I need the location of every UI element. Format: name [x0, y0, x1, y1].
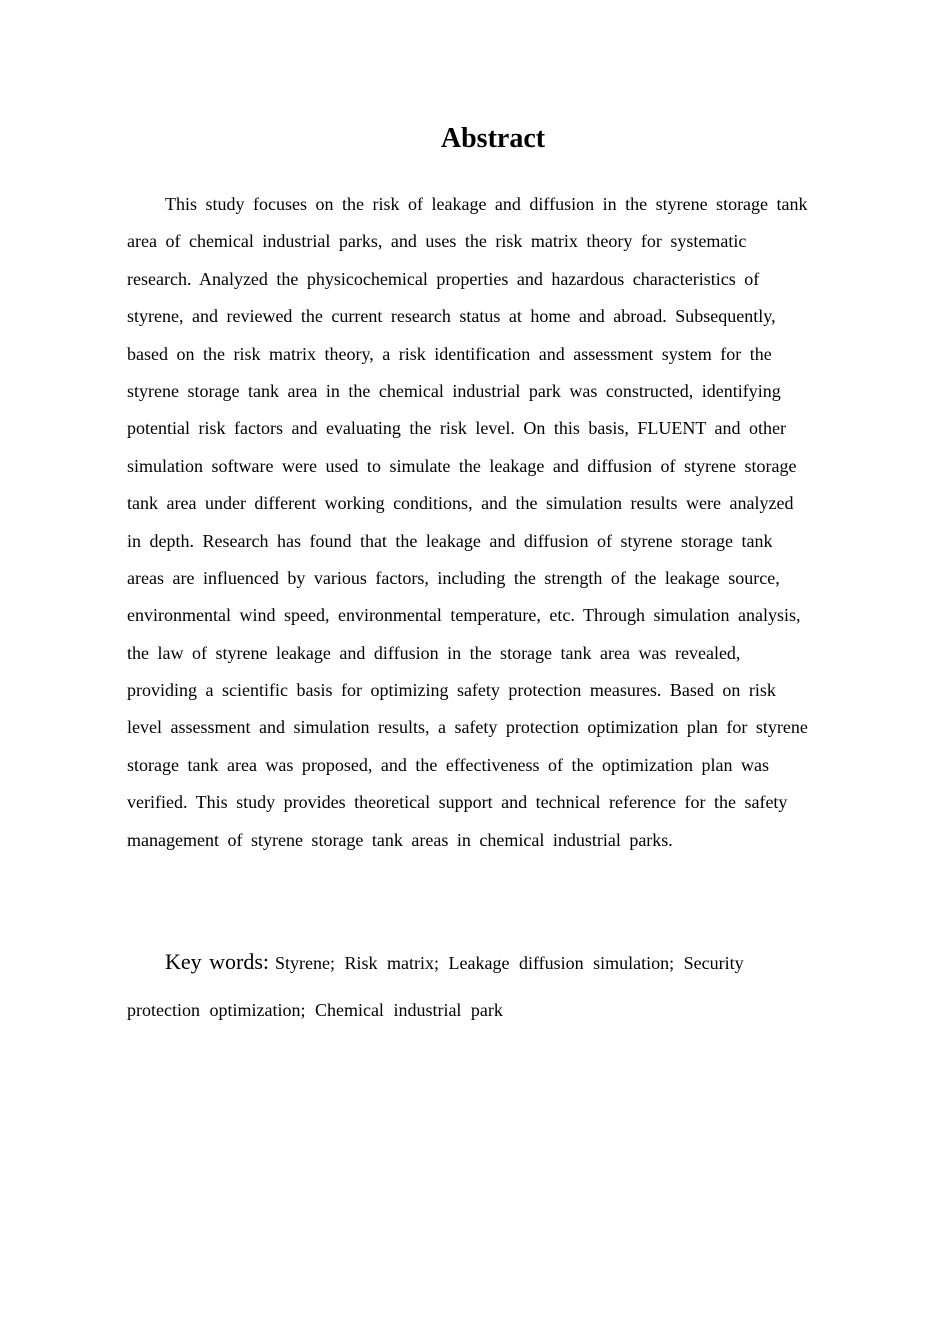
abstract-line: management of styrene storage tank areas in chemical industrial parks. — [127, 829, 673, 850]
abstract-line: research. Analyzed the physicochemical properties and hazardous characteristics of — [127, 268, 760, 289]
abstract-body — [127, 186, 857, 859]
keywords-line — [127, 938, 857, 986]
abstract-line: tank area under different working conditions, and the simulation results were analyzed — [127, 493, 794, 514]
abstract-line: areas are influenced by various factors, including the strength of the leakage source, — [127, 567, 780, 588]
abstract-line: simulation software were used to simulate the leakage and diffusion of styrene storage — [127, 455, 797, 476]
abstract-line: providing a scientific basis for optimizing safety protection measures. Based on risk — [127, 680, 776, 701]
abstract-line: the law of styrene leakage and diffusion in the storage tank area was revealed, — [127, 642, 741, 663]
abstract-line: based on the risk matrix theory, a risk identification and assessment system for the — [127, 343, 772, 364]
abstract-line: area of chemical industrial parks, and uses the risk matrix theory for systematic — [127, 231, 747, 252]
abstract-title: Abstract — [440, 123, 546, 154]
abstract-line: styrene storage tank area in the chemical industrial park was constructed, identifying — [127, 380, 781, 401]
abstract-line: level assessment and simulation results, a safety protection optimization plan for styrene — [127, 717, 808, 738]
abstract-line: potential risk factors and evaluating the risk level. On this basis, FLUENT and other — [127, 418, 787, 439]
keywords-text: Styrene; Risk matrix; Leakage diffusion simulation; Security — [275, 953, 744, 973]
abstract-line: This study focuses on the risk of leakage and diffusion in the styrene storage tank — [165, 194, 808, 214]
abstract-line: styrene, and reviewed the current research status at home and abroad. Subsequently, — [127, 306, 776, 327]
abstract-line: in depth. Research has found that the leakage and diffusion of styrene storage tank — [127, 530, 773, 551]
keywords-section — [127, 938, 857, 1034]
keywords-line: protection optimization; Chemical industrial park — [127, 1000, 503, 1020]
abstract-line: environmental wind speed, environmental temperature, etc. Through simulation analysis, — [127, 605, 801, 626]
abstract-line: verified. This study provides theoretical support and technical reference for the safety — [127, 792, 788, 813]
keywords-label: Key words: — [165, 949, 270, 974]
abstract-line: storage tank area was proposed, and the effectiveness of the optimization plan was — [127, 754, 769, 775]
